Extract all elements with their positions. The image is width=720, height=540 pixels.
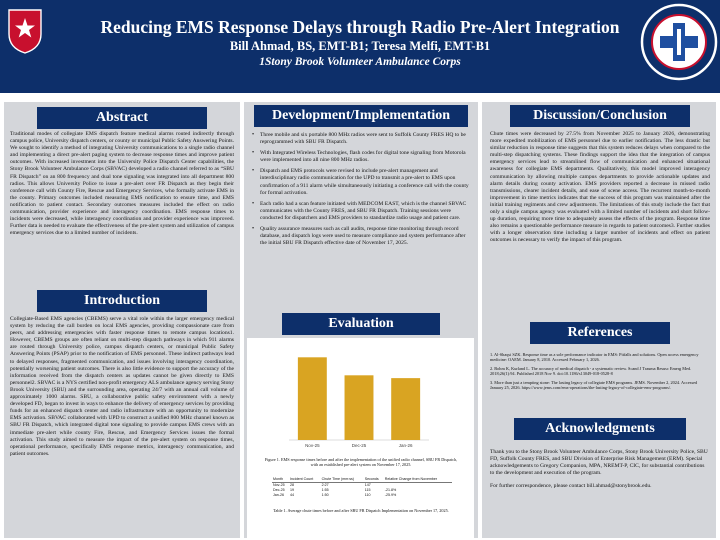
table-row [272,493,452,498]
acknowledgments-heading: Acknowledgments [514,418,686,440]
evaluation-heading: Evaluation [282,313,440,335]
table-cell: 147 [364,483,371,487]
evaluation-table [272,477,452,498]
table-caption: Table 1. Average chute times before and after SBU FR Dispatch Implementation on November 17, 2025. [273,508,449,513]
stony-brook-logo [7,8,43,54]
reference-item: 1. Al-Shaqsi SZK. Response time as a sole performance indicator in EMS: Pitfalls and solutions. Open access emergency medicine: OAEM. January 8, 2010. Accessed February 1, 2026. [490,352,699,363]
development-heading: Development/Implementation [254,105,468,127]
chart-bar [345,375,374,440]
poster-header [0,0,720,93]
table-header-cell: Month [272,477,289,483]
introduction-text: Collegiate-Based EMS agencies (CBEMS) serve a vital role within the larger emergency medical system by reducing the call burden on local EMS agencies, providing compassionate care from peers, and addressing emergencies with faster response times to remote campus locations1. However, CBEMS groups are often reliant on multi-step dispatch pathways in which 911 alarms are routed through University police, campus dispatch centers, or municipal Public Safety Answering Points (PSAP) prior to the notification of EMS personnel. These indirect pathways lead to delayed responses, fragmented communication, and issues involving interagency coordination, potentially worsening patient outcomes. There is also little evidence to support the accuracy of the information received from the dispatch centers as updates cannot be given directly to EMS personnel2. SBVAC is a NYS certified non-profit emergency ALS ambulance agency serving Stony Brook University (SBU) and the surrounding area, operating 24/7 with an annual call volume of approximately 1000 alarms. SBU, a collaborative public safety environment with a newly developed FD, began to invest in ways to enhance the delivery of emergency services by providing funds for an enhanced dispatch center and radio infrastructure with an opportunity to modernize EMS activation. SBVAC collaborated with UPD to construct a unified 800 MHz channel known as SBU FR Dispatch, which integrated digital tone signaling to provide campus EMS crews with an immediate pre-alert while county Fire, Rescue, and Emergency Services issues the formal activation. This study aimed to measure the impact of the pre-alert system on response times, operational performance, specifically EMS response metrics, interagency communication, and patient outcomes. [10,316,234,457]
ambulance-corps-logo [640,3,718,81]
table-cell: 2:27 [321,483,329,487]
reference-item: 3. More than just a tempting stone: The lasting legacy of collegiate EMS programs. JEMS. November 2, 2024. Accessed January 25, 2026. https://www.jems.com/ems-operations/the-lasting-legacy-of-collegiate-ems-programs/. [490,379,698,391]
development-bullets [252,132,472,251]
evaluation-bar-chart [279,344,439,454]
chart-bar [298,357,327,440]
table-header-cell: Incident Count [289,477,321,483]
abstract-heading: Abstract [37,107,207,129]
table-header-cell: Relative Change from November [384,477,452,483]
poster-affiliation: 1Stony Brook Volunteer Ambulance Corps [259,56,461,68]
table-cell: 1:50 [321,493,329,497]
chart-bar [391,378,420,440]
references-list [490,352,710,393]
development-bullet: • With Integrated Wireless Technologies, flash codes for digital tone signaling from Motorola were implemented into all nine 800 MHz radios. [252,150,472,164]
table-cell: Dec-25 [273,488,285,492]
figure-caption: Figure 1. EMS response times before and after the implementation of the unified radio channel, SBU FR Dispatch, with an established pre-alert system on November 17, 2025. [264,457,458,468]
table-header-cell: Seconds [364,477,384,483]
poster-title: Reducing EMS Response Delays through Radio Pre-Alert Integration [100,17,620,37]
introduction-heading: Introduction [37,290,207,312]
reference-item: 2. Bohm K, Kurland L. The accuracy of medical dispatch - a systematic review. Scand J Trauma Resusc Emerg Med. 2018;26(1):94. Published 2018 Nov 9. doi:10.1186/s13049-018-0528-8 [490,365,692,377]
contact-line: For further correspondence, please contact bill.ahmad@stonybrook.edu. [490,483,652,490]
abstract-text: Traditional modes of collegiate EMS dispatch feature medical alarms routed indirectly through campus police, University dispatch centers, or county or municipal Public Safety Answering Points. We sought to identify a method of integrating University communications to a single radio channel and implementing a direct pre-alert paging system to decrease response times and improve patient outcomes. With increased investment into the University Police Dispatch Center capabilities, the Stony Brook Volunteer Ambulance Corps (SBVAC) developed a radio channel referred to as “SBU FR Dispatch” on an 800 frequency and dual tone signaling was integrated into all department 800 radios. This allows University Police to issue a pre-alert over FR Dispatch as they begin their conference call with County Fire, Rescue and Emergency Services, who formally activate EMS in the county. Primary outcomes included measuring EMS notification to ensure time, and EMS notification to patient contact. Secondary outcomes measures included the effect on radio communication, provider experience and interagency coordination. EMS response times to incidents were decreased, while interagency coordination and provider experience was improved. Further data is needed to evaluate the effectiveness of the pre-alert system and utilization of campus emergency services due to a limited number of incidents. [10,131,234,237]
chart-tick-label: Dec-25 [351,443,367,448]
table-cell: 115 [364,488,371,492]
table-cell: 44 [290,493,295,497]
development-bullet: • Dispatch and EMS protocols were revised to include pre-alert management and interdisciplinary radio communication for the UPD to transmit a pre-alert to EMS upon confirmation of a 911 alarm while simultaneously initiating a conference call with the county for formal activation. [252,168,472,196]
table-cell: -21.8% [384,488,397,492]
table-cell: 28 [290,483,295,487]
chart-tick-label: Nov-25 [305,443,320,448]
acknowledgments-text [490,449,710,492]
table-cell: 1:55 [321,488,329,492]
table-cell: 110 [364,493,371,497]
table-cell: 19 [290,488,295,492]
chart-tick-label: Jan-26 [398,443,413,448]
table-cell: -25.9% [384,493,397,497]
discussion-heading: Discussion/Conclusion [510,105,690,127]
table-cell: Jan-26 [273,493,284,497]
references-heading: References [530,322,670,344]
development-bullet: • Quality assurance measures such as call audits, response time monitoring through record database, and dispatch logs were used to measure compliance and system performance after the initial SBU FR Dispatch effective date of November 17, 2025. [252,226,472,247]
table-cell: Nov-25 [273,483,285,487]
table-header-cell: Chute Time (mm:ss) [321,477,364,483]
discussion-text: Chute times were decreased by 27.5% from November 2025 to January 2026, demonstrating more expedited mobilization of EMS personnel due to earlier notification. The less drastic but similar reduction in response time suggests that this system reduces delays when compared to the multi-step dispatching systems. These findings support the idea that the integration of campus emergency services lead to streamlined flow of communication and enhanced situational awareness for collegiate EMS departments. Qualitatively, this model improved interagency communication by allowing multiple campus departments to provide actionable updates and alarm details during county activation. EMS providers reported a decrease in missed radio transmissions, clearer incident details, and ease of scene access. The recurrent month-to-month improvement in time metrics indicates that the success of this program was maintained after the initial training regiments and crew adjustments. The limitations of this study include the fact that only a single campus agency was evaluated with a limited number of incidents and short follow-up duration, requiring more time to adequately assess the effects of the program. Response time also remains a questionable performance measure in regards to patient outcomes3. Further studies with a longer observation time including a larger number of incidents and effect on patient outcomes is necessary to verify the impact of this program. [490,131,710,244]
development-bullet: • Three mobile and six portable 800 MHz radios were sent to Suffolk County FRES HQ to be reprogrammed with SBU FR Dispatch. [252,132,472,146]
poster-authors: Bill Ahmad, BS, EMT-B1; Teresa Melfi, EMT-B1 [229,39,491,53]
acknowledgments-body: Thank you to the Stony Brook Volunteer Ambulance Corps, Stony Brook University Police, SBU FD, Suffolk County FRES, and SBU Division of Enterprise Risk Management (ERM). Special acknowledgements to Gregory Companion, MPA, NREMT-P, CIC, for substantial contributions to the development and execution of the program. [490,449,708,477]
development-bullet: • Each radio had a scan feature initiated with MEDCOM EAST, which is the channel SBVAC communicates with the County FRES, and SBU FR Dispatch. Training sessions were conducted for dispatchers and EMS providers to standardize radio usage and patient care. [252,201,472,222]
